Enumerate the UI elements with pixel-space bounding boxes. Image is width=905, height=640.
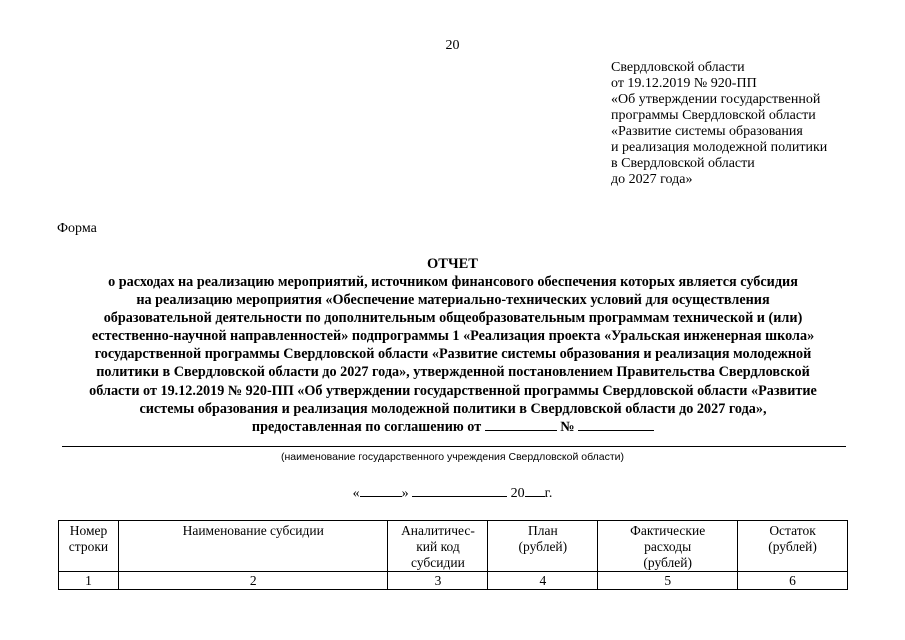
report-line: государственной программы Свердловской области «Развитие системы образования и реализация молодежной [94,346,812,363]
subsidy-table [58,520,848,590]
approval-header-line: до 2027 года» [611,172,693,187]
approval-header-line: Свердловской области [611,60,745,75]
report-line: политики в Свердловской области до 2027 года», утвержденной постановлением Правительства Свердловской [96,364,810,381]
table-header-row [59,521,848,572]
header-text: Номер [69,523,108,538]
agreement-date-blank[interactable] [485,418,557,431]
day-blank[interactable] [360,484,402,497]
approval-header-line: «Развитие системы образования [611,124,803,139]
column-number: 3 [388,572,488,590]
institution-name-line[interactable] [62,446,846,447]
header-actual-expenses [598,521,738,572]
year-blank[interactable] [525,484,545,497]
report-line: системы образования и реализация молодежной политики в Свердловской области до 2027 года», [139,400,767,417]
report-line: области от 19.12.2019 № 920-ПП «Об утверждении государственной программы Свердловской области «Развитие [89,382,817,399]
form-label: Форма [57,221,97,236]
report-line: естественно-научной направленностей» подпрограммы 1 «Реализация проекта «Уральская инженерная школа» [91,328,815,345]
column-number: 4 [488,572,598,590]
column-number-row [59,572,848,590]
header-text: кий код [416,539,460,554]
year-suffix: г. [544,486,553,501]
header-plan [488,521,598,572]
header-text: Фактические [630,523,706,538]
header-text: расходы [644,539,692,554]
header-remainder [738,521,848,572]
approval-header-line: программы Свердловской области [611,108,816,123]
agreement-prefix: предоставленная по соглашению от [251,418,482,435]
header-text: Наименование субсидии [182,523,324,538]
header-text: (рублей) [643,555,692,570]
header-analytic-code [388,521,488,572]
header-text: субсидии [411,555,465,570]
header-subsidy-name [118,521,388,572]
header-text: Остаток [769,523,816,538]
header-row-number [59,521,119,572]
column-number: 1 [59,572,119,590]
approval-header [611,60,901,188]
date-close-quote: » [401,486,409,501]
agreement-number-sign: № [560,418,575,435]
month-blank[interactable] [412,484,507,497]
approval-header-line: «Об утверждении государственной [611,92,821,107]
report-title: ОТЧЕТ [427,256,478,272]
agreement-number-blank[interactable] [578,418,654,431]
header-text: (рублей) [518,539,568,554]
approval-header-line: в Свердловской области [611,156,755,171]
approval-header-line: и реализация молодежной политики [611,140,828,155]
agreement-line [48,418,858,436]
column-number: 5 [598,572,738,590]
report-description [48,273,858,436]
date-open-quote: « [352,486,360,501]
column-number: 6 [738,572,848,590]
report-line: образовательной деятельности по дополнительным общеобразовательным программам технической и (или) [103,310,803,327]
header-text: (рублей) [768,539,817,554]
report-date-line [0,484,905,502]
report-line: о расходах на реализацию мероприятий, источником финансового обеспечения которых является субсидия [108,274,798,290]
header-text: строки [68,539,109,554]
year-prefix: 20 [510,486,525,501]
page-number: 20 [445,38,460,53]
institution-caption: (наименование государственного учреждения Свердловской области) [280,451,624,463]
column-number: 2 [118,572,388,590]
report-line: на реализацию мероприятия «Обеспечение материально-технических условий для осуществления [136,292,770,309]
header-text: План [527,523,558,538]
approval-header-line: от 19.12.2019 № 920-ПП [611,76,757,91]
header-text: Аналитичес- [401,523,475,538]
